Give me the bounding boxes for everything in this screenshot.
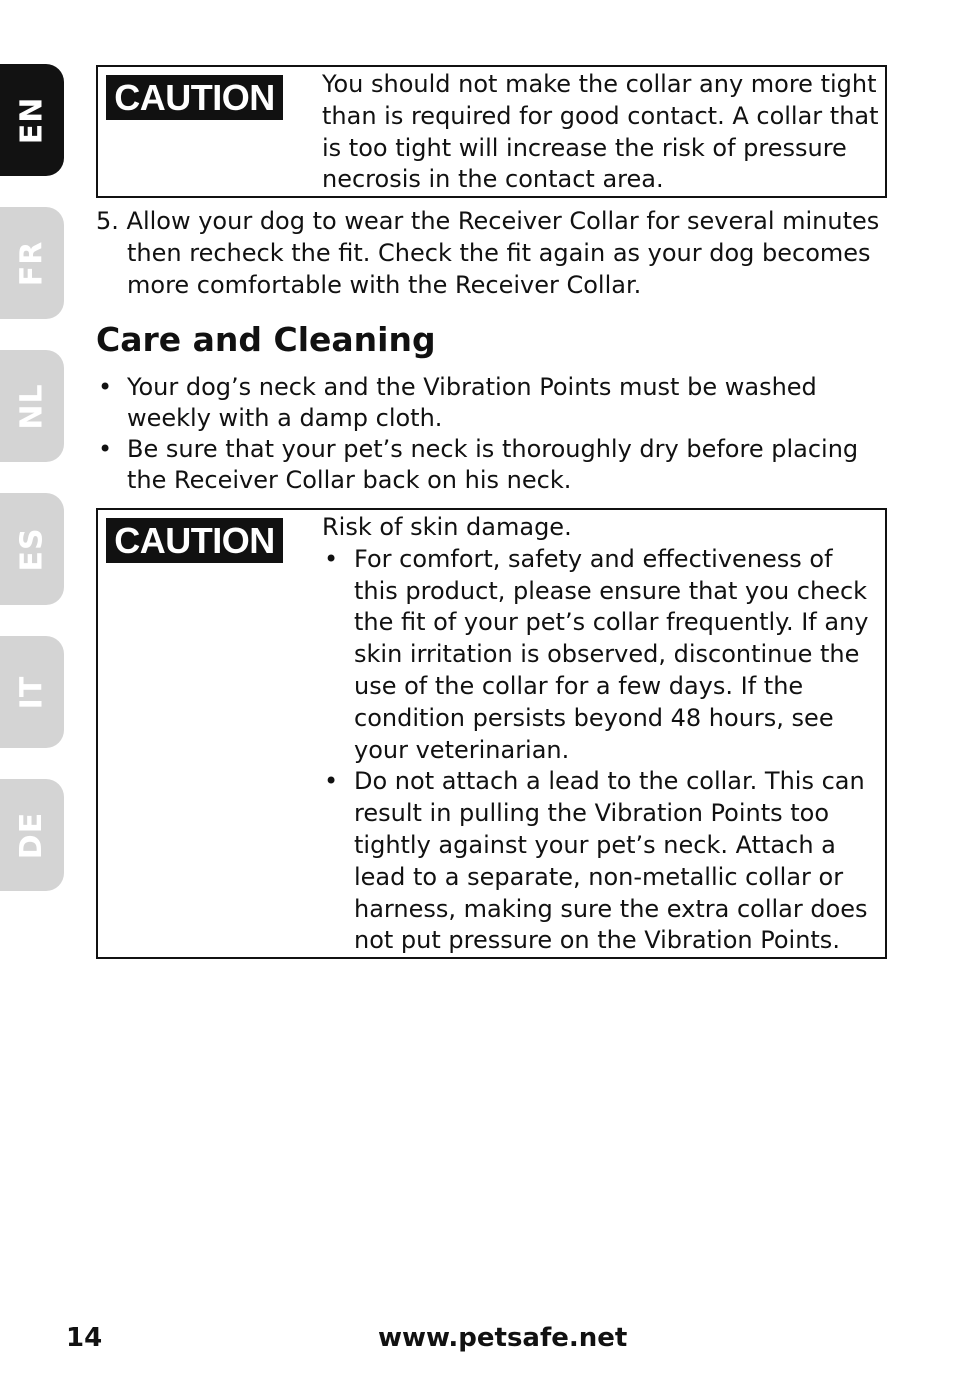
caution-intro: Risk of skin damage. <box>322 513 572 541</box>
tab-es[interactable] <box>0 493 64 605</box>
list-item: • For comfort, safety and effectiveness of this product, please ensure that you check the fit of your pet’s collar frequently. If any skin irritation is observed, discontinue the use of the collar for a few days. If the condition persists beyond 48 hours, see your veterinarian. <box>322 544 882 767</box>
caution-badge: CAUTION <box>106 75 283 120</box>
tab-fr[interactable] <box>0 207 64 319</box>
page-number: 14 <box>66 1323 103 1353</box>
list-item: • Your dog’s neck and the Vibration Points must be washed weekly with a damp cloth. <box>96 372 886 434</box>
caution-box-collar-tightness <box>96 65 887 198</box>
care-bullet-list <box>96 372 886 496</box>
caution-badge: CAUTION <box>106 518 283 563</box>
tab-nl-label: NL <box>14 382 50 430</box>
tab-en-label: EN <box>14 96 50 144</box>
tab-fr-label: FR <box>14 240 50 286</box>
tab-it[interactable] <box>0 636 64 748</box>
caution-text <box>322 512 882 957</box>
tab-en[interactable] <box>0 64 64 176</box>
caution-paragraph: You should not make the collar any more tight than is required for good contact. A collar that is too tight will increase the risk of pressure necrosis in the contact area. <box>322 70 879 194</box>
tab-nl[interactable] <box>0 350 64 462</box>
list-item: • Do not attach a lead to the collar. This can result in pulling the Vibration Points too tightly against your pet’s neck. Attach a lead to a separate, non-metallic collar or harness, making sure the extra collar does not put pressure on the Vibration Points. <box>322 766 882 957</box>
tab-es-label: ES <box>14 526 50 572</box>
section-heading-care-and-cleaning: Care and Cleaning <box>96 320 436 359</box>
tab-de[interactable] <box>0 779 64 891</box>
tab-it-label: IT <box>14 675 50 709</box>
caution-bullet-list <box>322 544 882 957</box>
list-item: • Be sure that your pet’s neck is thoroughly dry before placing the Receiver Collar back on his neck. <box>96 434 886 496</box>
step-5-instruction: 5. Allow your dog to wear the Receiver Collar for several minutes then recheck the fit. Check the fit again as your dog becomes more comfortable with the Receiver Collar. <box>96 207 880 299</box>
tab-de-label: DE <box>14 811 50 859</box>
website-link[interactable]: www.petsafe.net <box>378 1323 628 1353</box>
caution-box-skin-damage <box>96 508 887 959</box>
caution-text <box>322 69 882 196</box>
